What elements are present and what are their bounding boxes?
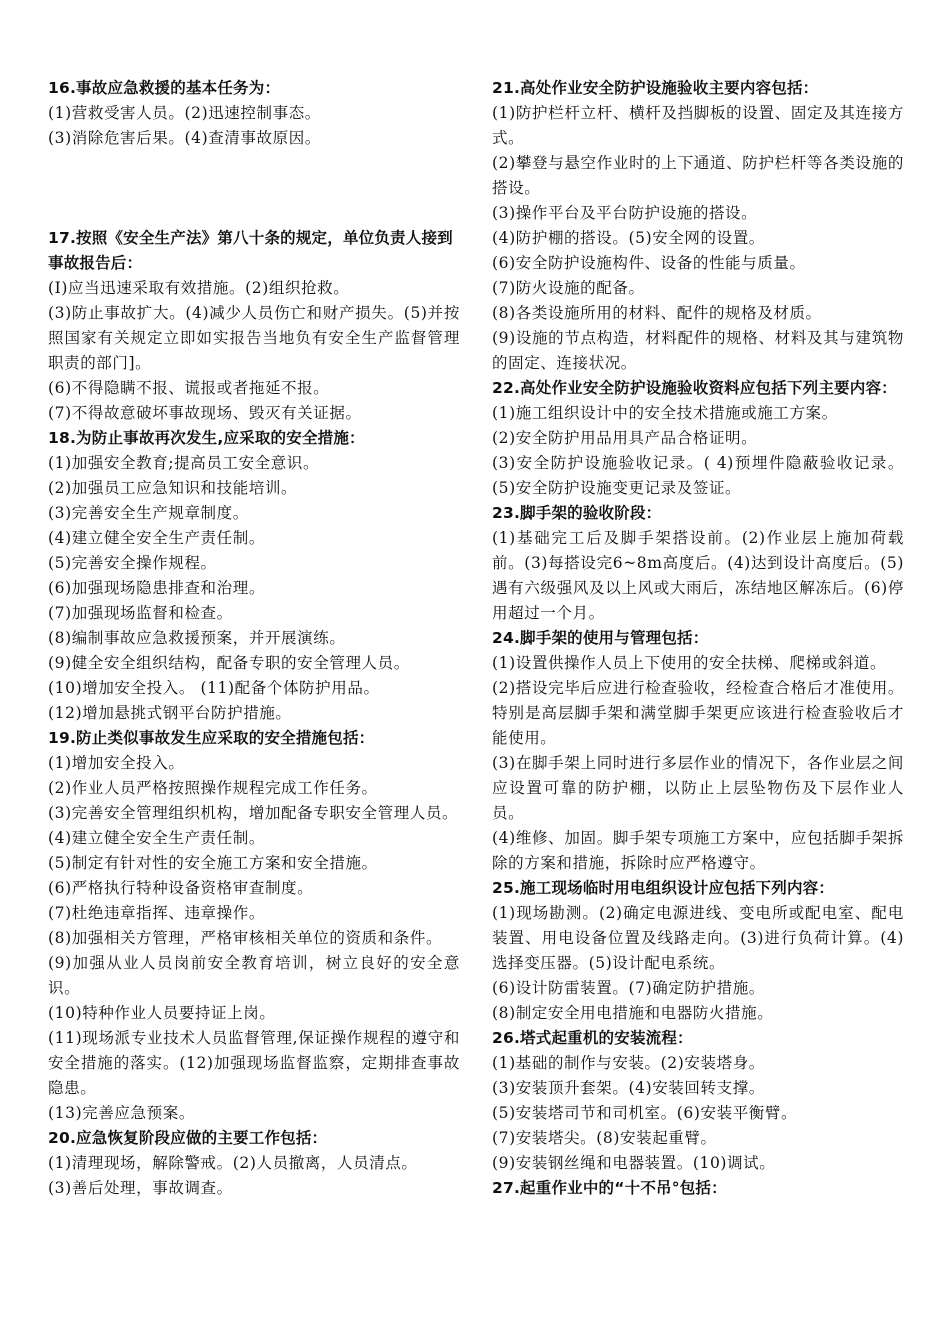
section-24-line: (4)维修、加固。脚手架专项施工方案中，应包括脚手架拆除的方案和措施，拆除时应严格遵守。 <box>492 829 904 872</box>
section-19-line: (1)增加安全投入。 <box>48 754 185 772</box>
section-19-line: (3)完善安全管理组织机构，增加配备专职安全管理人员。 <box>48 804 459 822</box>
section-22 <box>492 376 904 501</box>
section-27-title: 27.起重作业中的“十不吊°包括： <box>492 1179 727 1197</box>
section-17-line: (3)防止事故扩大。(4)减少人员伤亡和财产损失。(5)并按照国家有关规定立即如实报告当地负有安全生产监督管理职责的部门]。 <box>48 304 460 372</box>
section-18-line: (8)编制事故应急救援预案，并开展演练。 <box>48 629 346 647</box>
section-21-line: (6)安全防护设施构件、设备的性能与质量。 <box>492 254 806 272</box>
left-column <box>48 76 460 1201</box>
section-19-line: (7)杜绝违章指挥、违章操作。 <box>48 904 265 922</box>
section-17 <box>48 226 460 426</box>
section-26-line: (1)基础的制作与安装。(2)安装塔身。 <box>492 1054 765 1072</box>
section-24-line: (3)在脚手架上同时进行多层作业的情况下，各作业层之间应设置可靠的防护棚，以防止上层坠物伤及下层作业人员。 <box>492 754 904 822</box>
section-19-line: (5)制定有针对性的安全施工方案和安全措施。 <box>48 854 378 872</box>
section-26-title: 26.塔式起重机的安装流程： <box>492 1029 693 1047</box>
section-18-line: (9)健全安全组织结构，配备专职的安全管理人员。 <box>48 654 410 672</box>
section-17-title: 17.按照《安全生产法》第八十条的规定，单位负责人接到事故报告后： <box>48 229 453 272</box>
section-21-line: (9)设施的节点构造，材料配件的规格、材料及其与建筑物的固定、连接状况。 <box>492 329 904 372</box>
section-26-line: (9)安装钢丝绳和电器装置。(10)调试。 <box>492 1154 776 1172</box>
section-19 <box>48 726 460 1126</box>
section-19-line: (4)建立健全安全生产责任制。 <box>48 829 265 847</box>
section-22-title: 22.高处作业安全防护设施验收资料应包括下列主要内容： <box>492 379 897 397</box>
section-26-line: (3)安装顶升套架。(4)安装回转支撑。 <box>492 1079 765 1097</box>
section-19-line: (9)加强从业人员岗前安全教育培训，树立良好的安全意识。 <box>48 954 460 997</box>
section-16-title: 16.事故应急救援的基本任务为： <box>48 79 281 97</box>
section-18-line: (6)加强现场隐患排查和治理。 <box>48 579 265 597</box>
section-19-line: (13)完善应急预案。 <box>48 1104 195 1122</box>
section-20-line: (1)清理现场，解除警戒。(2)人员撤离，人员清点。 <box>48 1154 418 1172</box>
section-19-line: (6)严格执行特种设备资格审查制度。 <box>48 879 314 897</box>
section-18-line: (3)完善安全生产规章制度。 <box>48 504 249 522</box>
section-21-line: (1)防护栏杆立杆、横杆及挡脚板的设置、固定及其连接方式。 <box>492 104 904 147</box>
section-23 <box>492 501 904 626</box>
section-26-line: (7)安装塔尖。(8)安装起重臂。 <box>492 1129 717 1147</box>
blank-gap <box>48 151 460 201</box>
section-22-line: (2)安全防护用品用具产品合格证明。 <box>492 429 758 447</box>
section-24 <box>492 626 904 876</box>
section-18-title: 18.为防止事故再次发生,应采取的安全措施： <box>48 429 365 447</box>
section-21-title: 21.高处作业安全防护设施验收主要内容包括： <box>492 79 819 97</box>
section-19-line: (8)加强相关方管理，严格审核相关单位的资质和条件。 <box>48 929 443 947</box>
section-18-line: (7)加强现场监督和检查。 <box>48 604 233 622</box>
section-18 <box>48 426 460 726</box>
section-19-line: (11)现场派专业技术人员监督管理,保证操作规程的遵守和安全措施的落实。(12)加强现场监督监察，定期排查事故隐患。 <box>48 1029 460 1097</box>
section-25-line: (8)制定安全用电措施和电器防火措施。 <box>492 1004 774 1022</box>
section-21-line: (2)攀登与悬空作业时的上下通道、防护栏杆等各类设施的搭设。 <box>492 154 904 197</box>
section-24-line: (1)设置供操作人员上下使用的安全扶梯、爬梯或斜道。 <box>492 654 887 672</box>
section-26 <box>492 1026 904 1176</box>
section-27 <box>492 1176 904 1201</box>
section-18-line: (5)完善安全操作规程。 <box>48 554 217 572</box>
section-16 <box>48 76 460 151</box>
section-18-line: (1)加强安全教育;提高员工安全意识。 <box>48 454 320 472</box>
section-24-title: 24.脚手架的使用与管理包括： <box>492 629 709 647</box>
section-18-line: (4)建立健全安全生产责任制。 <box>48 529 265 547</box>
section-25-line: (6)设计防雷装置。(7)确定防护措施。 <box>492 979 765 997</box>
section-18-line: (2)加强员工应急知识和技能培训。 <box>48 479 298 497</box>
section-21-line: (3)操作平台及平台防护设施的搭设。 <box>492 204 758 222</box>
section-22-line: (3)安全防护设施验收记录。( 4)预埋件隐蔽验收记录。(5)安全防护设施变更记录及签证。 <box>492 454 904 497</box>
section-19-title: 19.防止类似事故发生应采取的安全措施包括： <box>48 729 375 747</box>
section-18-line: (12)增加悬挑式钢平台防护措施。 <box>48 704 292 722</box>
section-23-line: (1)基础完工后及脚手架搭设前。(2)作业层上施加荷载前。(3)每搭设完6~8m高度后。(4)达到设计高度后。(5)遇有六级强风及以上风或大雨后，冻结地区解冻后。(6)停用超过一个月。 <box>492 529 904 622</box>
section-25-line: (1)现场勘测。(2)确定电源进线、变电所或配电室、配电装置、用电设备位置及线路走向。(3)进行负荷计算。(4)选择变压器。(5)设计配电系统。 <box>492 904 904 972</box>
section-26-line: (5)安装塔司节和司机室。(6)安装平衡臂。 <box>492 1104 798 1122</box>
section-17-line: (6)不得隐瞒不报、谎报或者拖延不报。 <box>48 379 330 397</box>
section-20 <box>48 1126 460 1201</box>
section-25 <box>492 876 904 1026</box>
section-21-line: (8)各类设施所用的材料、配件的规格及材质。 <box>492 304 822 322</box>
right-column <box>492 76 904 1201</box>
section-22-line: (1)施工组织设计中的安全技术措施或施工方案。 <box>492 404 838 422</box>
section-25-title: 25.施工现场临时用电组织设计应包括下列内容： <box>492 879 835 897</box>
section-19-line: (10)特种作业人员要持证上岗。 <box>48 1004 276 1022</box>
section-17-line: (7)不得故意破坏事故现场、毁灭有关证据。 <box>48 404 362 422</box>
section-20-title: 20.应急恢复阶段应做的主要工作包括： <box>48 1129 328 1147</box>
section-23-title: 23.脚手架的验收阶段： <box>492 504 662 522</box>
section-16-line: (1)营救受害人员。(2)迅速控制事态。 <box>48 104 321 122</box>
section-24-line: (2)搭设完毕后应进行检查验收，经检查合格后才准使用。特别是高层脚手架和满堂脚手架更应该进行检查验收后才能使用。 <box>492 679 904 747</box>
section-21-line: (7)防火设施的配备。 <box>492 279 645 297</box>
section-16-line: (3)消除危害后果。(4)查清事故原因。 <box>48 129 321 147</box>
section-18-line: (10)增加安全投入。 (11)配备个体防护用品。 <box>48 679 380 697</box>
section-17-line: (I)应当迅速采取有效措施。(2)组织抢救。 <box>48 279 350 297</box>
section-21 <box>492 76 904 376</box>
section-21-line: (4)防护棚的搭设。(5)安全网的设置。 <box>492 229 765 247</box>
section-19-line: (2)作业人员严格按照操作规程完成工作任务。 <box>48 779 378 797</box>
section-20-line: (3)善后处理，事故调查。 <box>48 1179 233 1197</box>
